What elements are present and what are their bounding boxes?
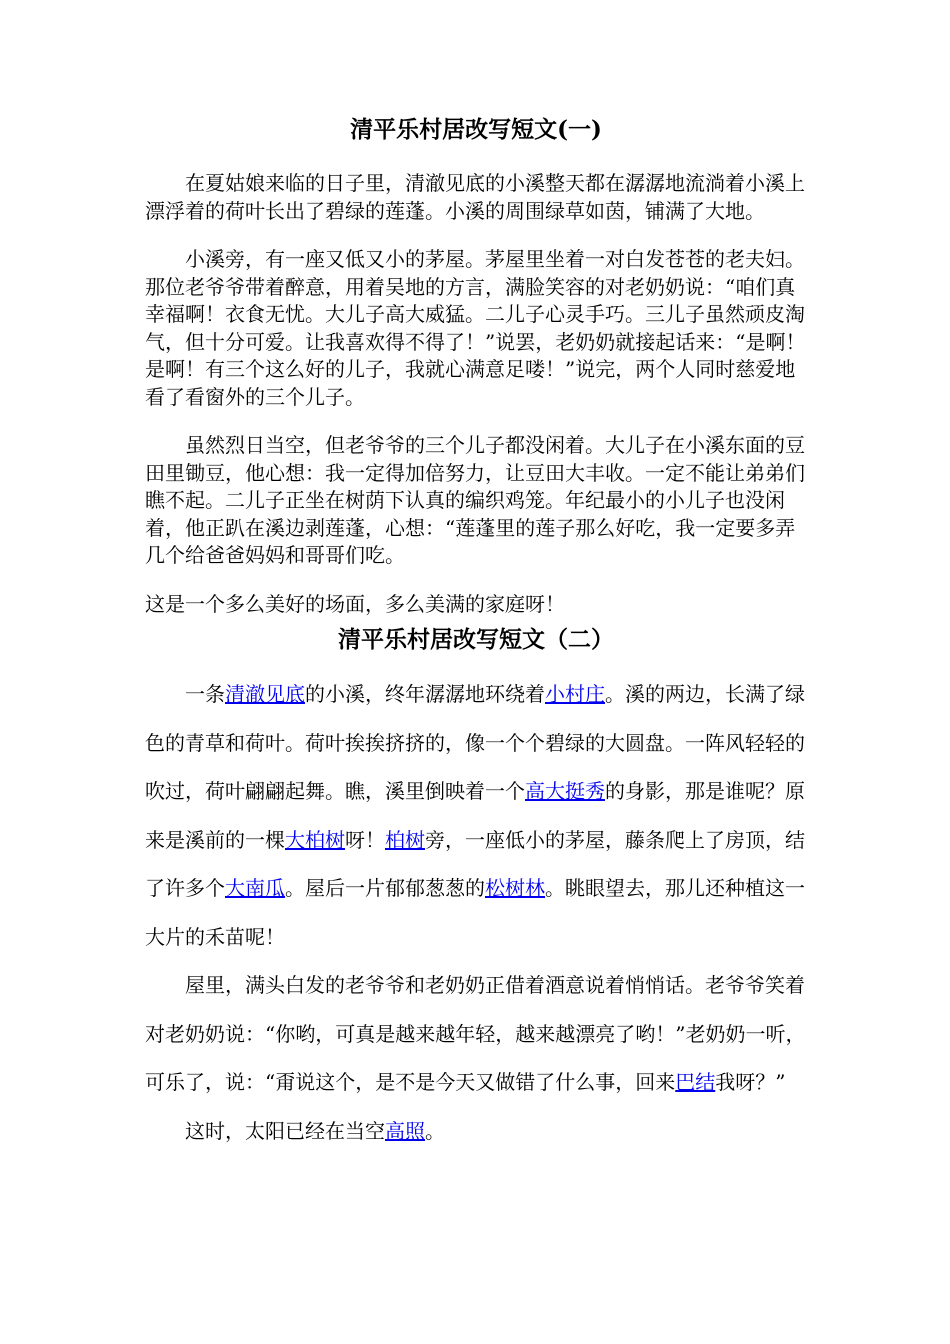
paragraph-4: 这是一个多么美好的场面，多么美满的家庭呀！ bbox=[145, 591, 565, 616]
link-bajie[interactable]: 巴结 bbox=[675, 1070, 716, 1094]
link-xiao-cunzhuang[interactable]: 小村庄 bbox=[545, 682, 605, 706]
link-baishu[interactable]: 柏树 bbox=[385, 827, 425, 852]
text-run: 的小溪，终年潺潺地环绕着 bbox=[305, 682, 545, 706]
paragraph-7 bbox=[145, 1107, 807, 1156]
text-run: 。溪的两边，长满了绿色的青草和荷叶。荷叶挨挨挤挤的，像一个个碧绿的大圆盘。一阵风轻轻的吹过，荷叶翩翩起舞。瞧，溪里倒映着一个 bbox=[145, 682, 805, 803]
text-run: 。屋后一片郁郁葱葱的 bbox=[285, 876, 485, 900]
paragraph-2: 小溪旁，有一座又低又小的茅屋。茅屋里坐着一对白发苍苍的老夫妇。那位老爷爷带着醉意，用着吴地的方言，满脸笑容的对老奶奶说：“咱们真幸福啊！衣食无忧。大儿子高大威猛。二儿子心灵手巧。三儿子虽然顽皮淘气，但十分可爱。让我喜欢得不得了！”说罢，老奶奶就接起话来：“是啊！是啊！有三个这么好的儿子，我就心满意足喽！”说完，两个人同时慈爱地看了看窗外的三个儿子。 bbox=[145, 247, 806, 409]
title-part-two: 清平乐村居改写短文（二） bbox=[338, 626, 614, 653]
text-run: 一条 bbox=[185, 682, 225, 706]
text-run: 我呀？” bbox=[715, 1070, 786, 1094]
text-run: 。 bbox=[425, 1118, 445, 1143]
text-run: 。眺眼望去，那儿还种植这一大片的禾苗呢！ bbox=[145, 876, 805, 949]
paragraph-3: 虽然烈日当空，但老爷爷的三个儿子都没闲着。大儿子在小溪东面的豆田里锄豆，他心想：我一定得加倍努力，让豆田大丰收。一定不能让弟弟们瞧不起。二儿子正坐在树荫下认真的编织鸡笼。年纪最小的小儿子也没闲着，他正趴在溪边剥莲蓬，心想：“莲蓬里的莲子那么好吃，我一定要多弄几个给爸爸妈妈和哥哥们吃。 bbox=[145, 433, 805, 567]
paragraph-6 bbox=[145, 961, 807, 1107]
link-gaoda-tingxiu[interactable]: 高大挺秀 bbox=[525, 779, 605, 803]
text-run: 的身影，那是谁呢？原来是溪前的一棵 bbox=[145, 779, 805, 852]
link-gaozhao[interactable]: 高照 bbox=[385, 1118, 425, 1143]
text-run: 呀！ bbox=[345, 827, 385, 852]
document-body bbox=[145, 112, 807, 1155]
text-run: 屋里，满头白发的老爷爷和老奶奶正借着酒意说着悄悄话。老爷爷笑着对老奶奶说：“你哟，可真是越来越年轻，越来越漂亮了哟！”老奶奶一听，可乐了，说：“甭说这个，是不是今天又做错了什么事，回来 bbox=[145, 973, 806, 1094]
link-qingche-jiandi[interactable]: 清澈见底 bbox=[225, 682, 305, 706]
paragraph-5 bbox=[145, 670, 807, 961]
link-songshulin[interactable]: 松树林 bbox=[485, 876, 545, 900]
link-da-baishu[interactable]: 大柏树 bbox=[285, 827, 345, 852]
text-run: 旁，一座低小的茅屋，藤条爬上了房顶，结了许多个 bbox=[145, 827, 805, 900]
text-run: 这时，太阳已经在当空 bbox=[185, 1118, 385, 1143]
link-da-nangua[interactable]: 大南瓜 bbox=[225, 876, 285, 900]
title-part-one: 清平乐村居改写短文(一) bbox=[350, 116, 602, 143]
paragraph-1: 在夏姑娘来临的日子里，清澈见底的小溪整天都在潺潺地流淌着小溪上漂浮着的荷叶长出了碧绿的莲蓬。小溪的周围绿草如茵，铺满了大地。 bbox=[145, 171, 805, 223]
